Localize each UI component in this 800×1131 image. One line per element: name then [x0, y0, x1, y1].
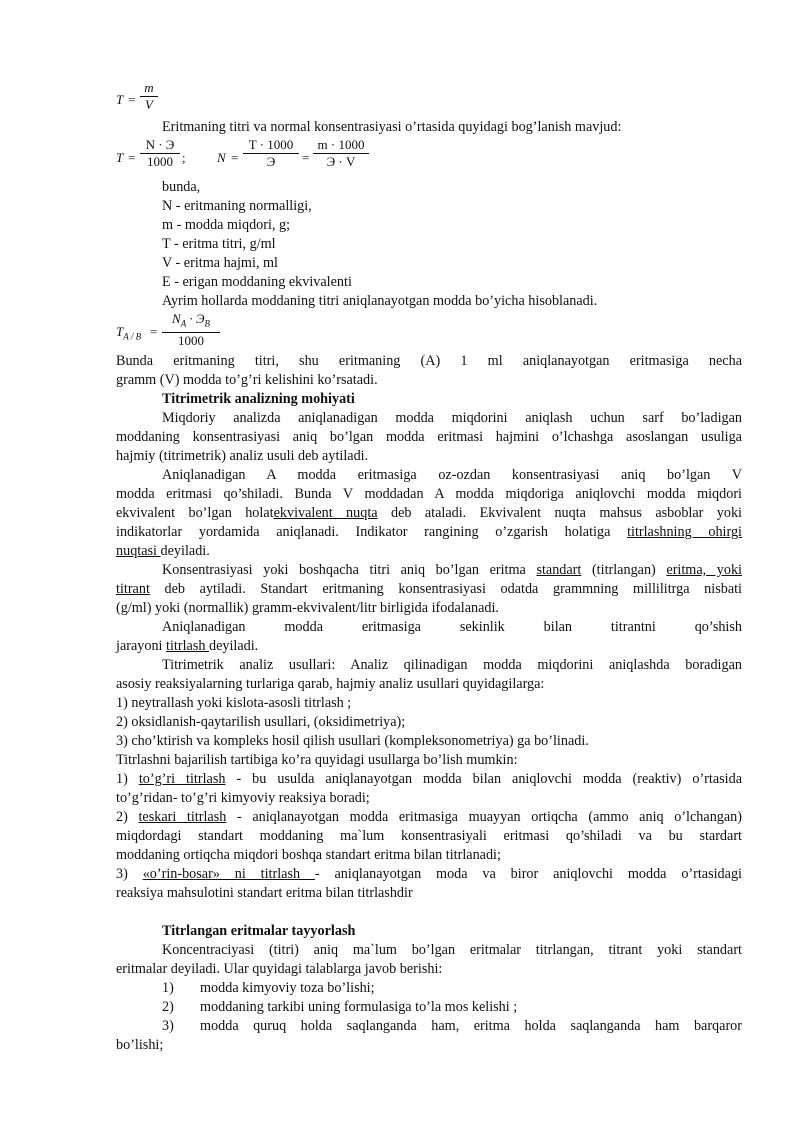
text-run: deb aytiladi. Standart eritmaning konsentrasiyasi odatda grammning millilitrga nisbati — [149, 581, 742, 597]
formula-symbol: N — [172, 311, 181, 326]
text-run: Konsentrasiyasi yoki boshqacha titri aniq bo’lgan eritma — [162, 562, 537, 578]
term-titrant: titrant — [116, 581, 150, 597]
paragraph-line: asosiy reaksiyalarning turlariga qarab, hajmiy analiz usullari quyidagilarga: — [116, 676, 545, 692]
paragraph-line: hajmiy (titrimetrik) analiz usuli deb aytiladi. — [116, 448, 369, 464]
paragraph-line: Bunda eritmaning titri, shu eritmaning (A) 1 ml aniqlanayotgan eritmasiga necha — [116, 353, 742, 369]
text-run: deyiladi. — [208, 638, 259, 654]
formula-numerator: T · 1000 — [243, 137, 299, 154]
term-standart: standart — [536, 562, 582, 578]
formula-denominator: 1000 — [147, 154, 173, 169]
formula-equals3: = — [302, 150, 310, 165]
requirement-text: modda quruq holda saqlanganda ham, eritma holda saqlanganda ham barqaror — [200, 1018, 742, 1034]
list-item — [116, 865, 742, 884]
definition-line: m - modda miqdori, g; — [162, 217, 291, 233]
formula-lhs — [116, 322, 141, 347]
definition-line: T - eritma titri, g/ml — [162, 236, 276, 252]
list-item: 2) oksidlanish-qaytarilish usullari, (oksidimetriya); — [116, 714, 406, 730]
formula-equals2: = — [231, 150, 239, 165]
formula-subscript: B — [204, 318, 210, 329]
list-item-cont: moddaning ortiqcha miqdori boshqa standart eritma bilan titrlanadi; — [116, 847, 501, 863]
formula-lhs2: N — [217, 150, 226, 165]
term-eritma-yoki: eritma, yoki — [666, 562, 742, 578]
requirement-item — [162, 979, 375, 998]
list-item-cont: miqdordagi standart moddaning ma`lum konsentrasiyali eritmasi qo’shiladi va bu stardart — [116, 828, 742, 844]
definition-line: E - erigan moddaning ekvivalenti — [162, 274, 352, 290]
list-item-cont: reaksiya mahsulotini standart eritma bilan titrlashdir — [116, 885, 413, 901]
paragraph-line: (g/ml) yoki (normallik) gramm-ekvivalent/litr birligida ifodalanadi. — [116, 600, 499, 616]
paragraph-line — [116, 542, 210, 561]
formula-subscript: A / B — [123, 331, 142, 342]
paragraph-line: Titrlashni bajarilish tartibiga ko’ra quyidagi usullarga bo’lish mumkin: — [116, 752, 518, 768]
formula-symbol: · Э — [186, 311, 205, 326]
formula-subscript: A — [180, 318, 187, 329]
definition-line: Ayrim hollarda moddaning titri aniqlanayotgan modda bo’yicha hisoblanadi. — [162, 293, 598, 309]
list-item: 3) cho’ktirish va kompleks hosil qilish usullari (kompleksonometriya) ga bo’linadi. — [116, 733, 589, 749]
term-nuqtasi: nuqtasi — [116, 543, 161, 559]
paragraph-line: moddaning konsentrasiyasi aniq bo’lgan modda eritmasi hajmini o’lchashga asoslangan usuliga — [116, 429, 742, 445]
formula-numerator: m · 1000 — [313, 137, 369, 154]
formula-denominator: V — [145, 97, 153, 112]
formula-equals: = — [128, 150, 136, 165]
definition-line: V - eritma hajmi, ml — [162, 255, 278, 271]
requirement-number: 2) — [162, 999, 174, 1015]
term-titrlashning-ohirgi-nuqtasi: titrlashning ohirgi — [627, 524, 742, 540]
term-togri-titrlash: to’g’ri titrlash — [138, 771, 226, 787]
paragraph-line: Titrimetrik analiz usullari: Analiz qilinadigan modda miqdorini aniqlashda boradigan — [162, 657, 742, 673]
paragraph-line — [116, 523, 742, 542]
formula-separator: ; — [182, 150, 186, 165]
text-run: deyiladi. — [160, 543, 210, 559]
text-run: 1) — [116, 771, 139, 787]
intro-line: Eritmaning titri va normal konsentrasiyasi o’rtasida quyidagi bog’lanish mavjud: — [162, 119, 622, 135]
paragraph-line: modda eritmasi qo’shiladi. Bunda V moddadan A modda miqdoriga aniqlovchi modda miqdori — [116, 486, 742, 502]
requirement-cont: bo’lishi; — [116, 1037, 164, 1053]
paragraph-line — [116, 580, 742, 599]
text-run: jarayoni — [116, 638, 167, 654]
formula-equals: = — [150, 324, 158, 339]
section-heading: Titrlangan eritmalar tayyorlash — [162, 923, 356, 939]
section-heading: Titrimetrik analizning mohiyati — [162, 391, 355, 407]
term-teskari-titrlash: teskari titrlash — [138, 809, 227, 825]
text-run: - aniqlanayotgan modda eritmasiga muayyan ortiqcha (ammo aniq o’lchangan) — [226, 809, 742, 825]
text-run: - aniqlanayotgan moda va biror aniqlovchi modda o’rtasidagi — [314, 866, 742, 882]
list-item — [116, 808, 742, 827]
text-run: - bu usulda aniqlanayotgan modda bilan aniqlovchi modda (reaktiv) o’rtasida — [225, 771, 742, 787]
list-item: 1) neytrallash yoki kislota-asosli titrlash ; — [116, 695, 352, 711]
paragraph-line: Koncentraciyasi (titri) aniq ma`lum bo’lgan eritmalar titrlangan, titrant yoki standart — [162, 942, 742, 958]
definition-line: N - eritmaning normalligi, — [162, 198, 312, 214]
formula-fraction3 — [313, 137, 369, 170]
paragraph-line: Aniqlanadigan A modda eritmasiga oz-ozdan konsentrasiyasi aniq bo’lgan V — [162, 467, 742, 483]
paragraph-line — [116, 504, 742, 523]
formula-equals: = — [128, 92, 136, 107]
text-run: 2) — [116, 809, 139, 825]
paragraph-line: eritmalar deyiladi. Ular quyidagi talablarga javob berishi: — [116, 961, 443, 977]
definition-line: bunda, — [162, 179, 201, 195]
list-item — [116, 770, 742, 789]
text-run: indikatorlar yordamida aniqlanadi. Indikator rangining o’zgarish holatiga — [116, 524, 628, 540]
formula-numerator: N · Э — [140, 137, 180, 154]
formula-denominator: Э — [266, 154, 276, 169]
requirement-text: moddaning tarkibi uning formulasiga to’la mos kelishi ; — [200, 999, 518, 1015]
formula-fraction2 — [243, 137, 299, 170]
text-run: deb ataladi. Ekvivalent nuqta mahsus asboblar yoki — [377, 505, 742, 521]
paragraph-line — [162, 561, 742, 580]
formula-lhs: T — [116, 150, 124, 165]
text-run: ekvivalent bo’lgan holat — [116, 505, 274, 521]
text-run: (titrlangan) — [581, 562, 667, 578]
formula-denominator: Э · V — [326, 154, 356, 169]
text-run: 3) — [116, 866, 143, 882]
formula-fraction — [162, 311, 220, 349]
paragraph-line: gramm (V) modda to’g’ri kelishini ko’rsatadi. — [116, 372, 378, 388]
formula-fraction — [140, 80, 158, 113]
requirement-text: modda kimyoviy toza bo’lishi; — [200, 980, 375, 996]
list-item-cont: to’g’ridan- to’g’ri kimyoviy reaksiya boradi; — [116, 790, 370, 806]
formula-lhs: T — [116, 92, 124, 107]
requirement-number: 3) — [162, 1018, 174, 1034]
formula-symbol: T — [116, 324, 124, 339]
paragraph-line: Miqdoriy analizda aniqlanadigan modda miqdorini aniqlash uchun sarf bo’ladigan — [162, 410, 742, 426]
term-orin-bosar-titrlash: «o’rin-bosar» ni titrlash — [142, 866, 315, 882]
formula-numerator: m — [140, 80, 158, 97]
paragraph-line — [116, 637, 258, 656]
requirement-item — [162, 1017, 742, 1036]
requirement-number: 1) — [162, 980, 174, 996]
paragraph-line: Aniqlanadigan modda eritmasiga sekinlik bilan titrantni qo’shish — [162, 619, 742, 635]
term-titrlash: titrlash — [166, 638, 209, 654]
term-ekvivalent-nuqta: ekvivalent nuqta — [273, 505, 378, 521]
formula-fraction — [140, 137, 180, 170]
requirement-item — [162, 998, 517, 1017]
formula-denominator: 1000 — [178, 332, 204, 348]
formula-numerator — [162, 311, 220, 333]
